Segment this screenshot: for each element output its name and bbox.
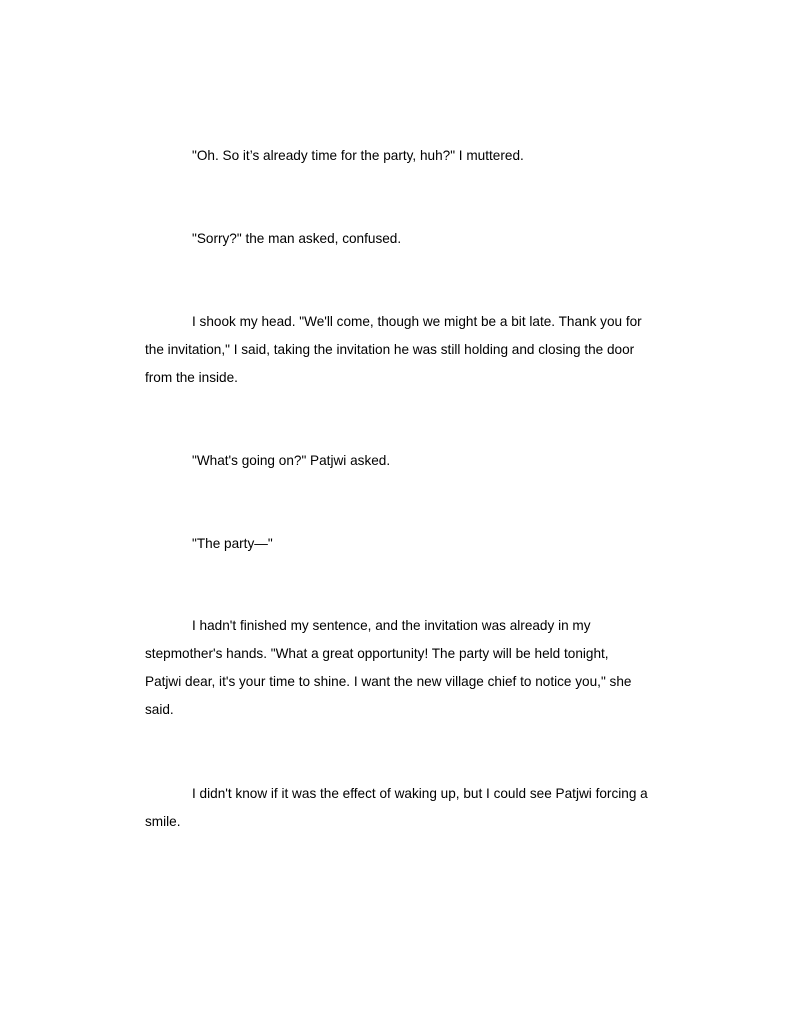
text-line: "Oh. So it’s already time for the party, huh?" I muttered. [192,148,524,163]
text-line: "Sorry?" the man asked, confused. [192,231,402,246]
text-line: I didn't know if it was the effect of waking up, but I could see Patjwi forcing a [192,786,648,801]
paragraph-forcing-smile [145,780,685,836]
paragraph-whats-going-on [145,447,685,475]
paragraph-shook-head [145,308,685,392]
paragraph-sorry [145,225,685,253]
text-line: "The party—" [192,536,273,551]
text-line: stepmother's hands. "What a great opportunity! The party will be held tonight, [145,646,609,661]
text-line: Patjwi dear, it's your time to shine. I want the new village chief to notice you," she [145,674,632,689]
text-line: "What's going on?" Patjwi asked. [192,453,391,468]
text-line: the invitation," I said, taking the invitation he was still holding and closing the door [145,342,635,357]
paragraph-party-time [145,142,685,170]
text-line: I shook my head. "We'll come, though we might be a bit late. Thank you for [192,314,642,329]
text-line: said. [145,702,174,717]
text-line: smile. [145,814,181,829]
text-line: from the inside. [145,370,238,385]
paragraph-the-party [145,530,685,558]
paragraph-stepmother [145,612,685,724]
text-line: I hadn't finished my sentence, and the invitation was already in my [192,618,591,633]
